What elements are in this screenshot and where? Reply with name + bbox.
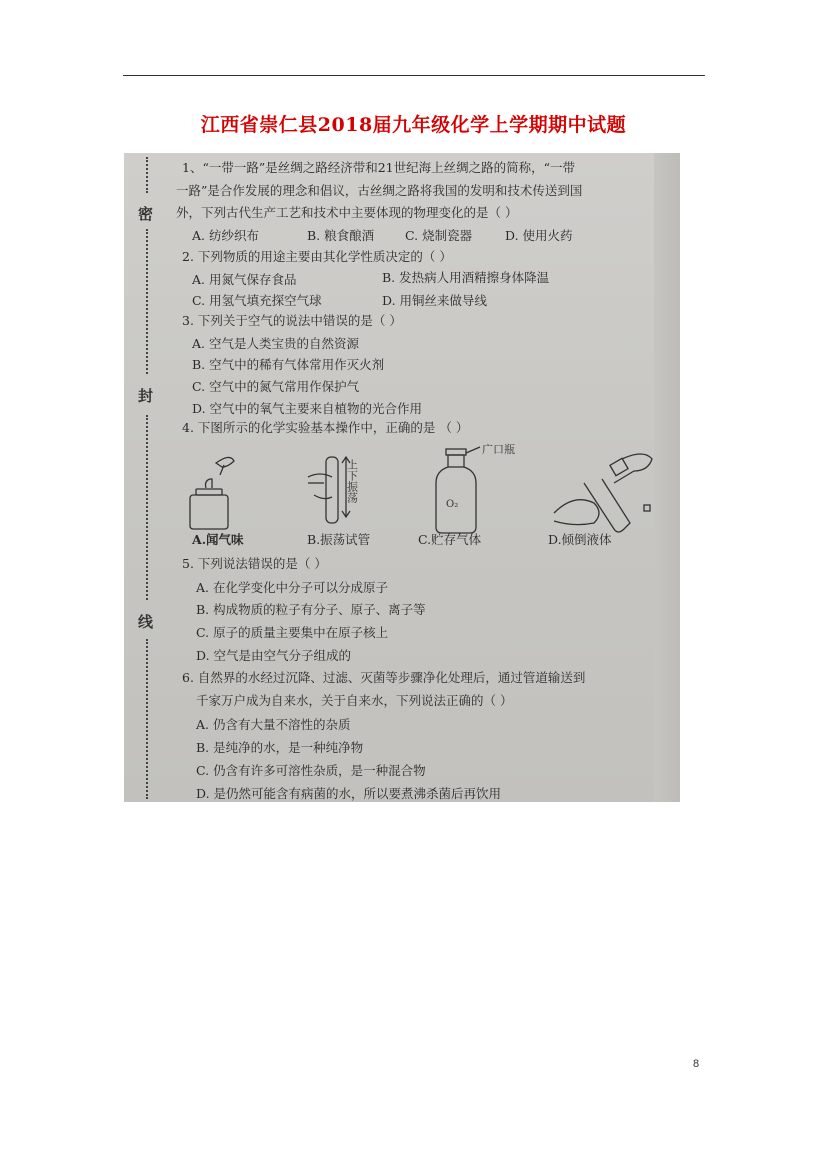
question-4-option-d: D.倾倒液体 [548, 532, 612, 547]
seal-dotted-line [146, 639, 148, 799]
question-2-option-a: A. 用氮气保存食品 [192, 272, 297, 287]
seal-dotted-line [146, 157, 148, 193]
question-5-stem: 5. 下列说法错误的是（ ） [182, 556, 327, 571]
question-2-option-b: B. 发热病人用酒精擦身体降温 [382, 270, 550, 285]
question-1-option-b: B. 粮食酿酒 [307, 228, 375, 243]
question-5-option-c: C. 原子的质量主要集中在原子核上 [196, 625, 389, 640]
document-title: 江西省崇仁县2018届九年级化学上学期期中试题 [200, 114, 627, 136]
question-6-option-b: B. 是纯净的水，是一种纯净物 [196, 740, 364, 755]
question-1-option-c: C. 烧制瓷器 [405, 228, 473, 243]
figure-c-label-bottle: 广口瓶 [482, 443, 515, 456]
question-5-option-d: D. 空气是由空气分子组成的 [196, 648, 352, 663]
question-3-stem: 3. 下列关于空气的说法中错误的是（ ） [182, 313, 402, 328]
figure-a-smell-bottle [190, 457, 234, 529]
question-1-line-1: 1、“一带一路”是丝绸之路经济带和21世纪海上丝绸之路的简称，“一带 [182, 160, 576, 175]
question-3-option-d: D. 空气中的氧气主要来自植物的光合作用 [192, 401, 423, 416]
figure-c-label-o2: O₂ [446, 499, 459, 510]
question-6-line-2: 千家万户成为自来水，关于自来水，下列说法正确的（ ） [196, 693, 513, 708]
question-4-stem: 4. 下图所示的化学实验基本操作中，正确的是 （ ） [182, 420, 469, 435]
seal-mark-xian: 线 [138, 613, 154, 631]
question-4-option-a: A.闻气味 [192, 532, 244, 547]
question-6-option-a: A. 仍含有大量不溶性的杂质 [196, 717, 351, 732]
figure-c-gas-bottle [436, 447, 480, 533]
question-3-option-a: A. 空气是人类宝贵的自然资源 [192, 336, 359, 351]
question-5-option-b: B. 构成物质的粒子有分子、原子、离子等 [196, 602, 426, 617]
seal-dotted-line [146, 229, 148, 374]
question-3-option-b: B. 空气中的稀有气体常用作灭火剂 [192, 357, 385, 372]
figure-d-pour-liquid [554, 454, 652, 532]
question-1-line-3: 外，下列古代生产工艺和技术中主要体现的物理变化的是（ ） [176, 205, 518, 220]
header-rule [123, 75, 705, 76]
question-6-option-c: C. 仍含有许多可溶性杂质，是一种混合物 [196, 763, 426, 778]
binding-margin [124, 153, 164, 802]
question-2-option-c: C. 用氢气填充探空气球 [192, 293, 322, 308]
question-6-option-d: D. 是仍然可能含有病菌的水，所以要煮沸杀菌后再饮用 [196, 786, 502, 801]
question-1-option-a: A. 纺纱织布 [192, 228, 259, 243]
question-1-option-d: D. 使用火药 [505, 228, 573, 243]
figure-b-shake-tube [308, 457, 350, 523]
question-3-option-c: C. 空气中的氮气常用作保护气 [192, 379, 360, 394]
seal-mark-feng: 封 [138, 387, 154, 405]
question-6-line-1: 6. 自然界的水经过沉降、过滤、灭菌等步骤净化处理后，通过管道输送到 [182, 670, 586, 685]
question-5-option-a: A. 在化学变化中分子可以分成原子 [196, 580, 388, 595]
scanned-exam-photo [124, 153, 680, 802]
figure-b-label-shake: 上下振荡 [345, 459, 359, 503]
question-2-stem: 2. 下列物质的用途主要由其化学性质决定的（ ） [182, 249, 452, 264]
question-4-option-b: B.振荡试管 [307, 532, 371, 547]
question-4-apparatus-figures [174, 443, 654, 543]
scan-right-edge [654, 153, 680, 802]
seal-mark-mi: 密 [138, 205, 154, 223]
question-1-line-2: 一路”是合作发展的理念和倡议，古丝绸之路将我国的发明和技术传送到国 [176, 183, 583, 198]
question-2-option-d: D. 用铜丝来做导线 [382, 293, 488, 308]
question-4-option-c: C.贮存气体 [418, 532, 482, 547]
page-number: 8 [693, 1058, 700, 1070]
seal-dotted-line [146, 415, 148, 600]
